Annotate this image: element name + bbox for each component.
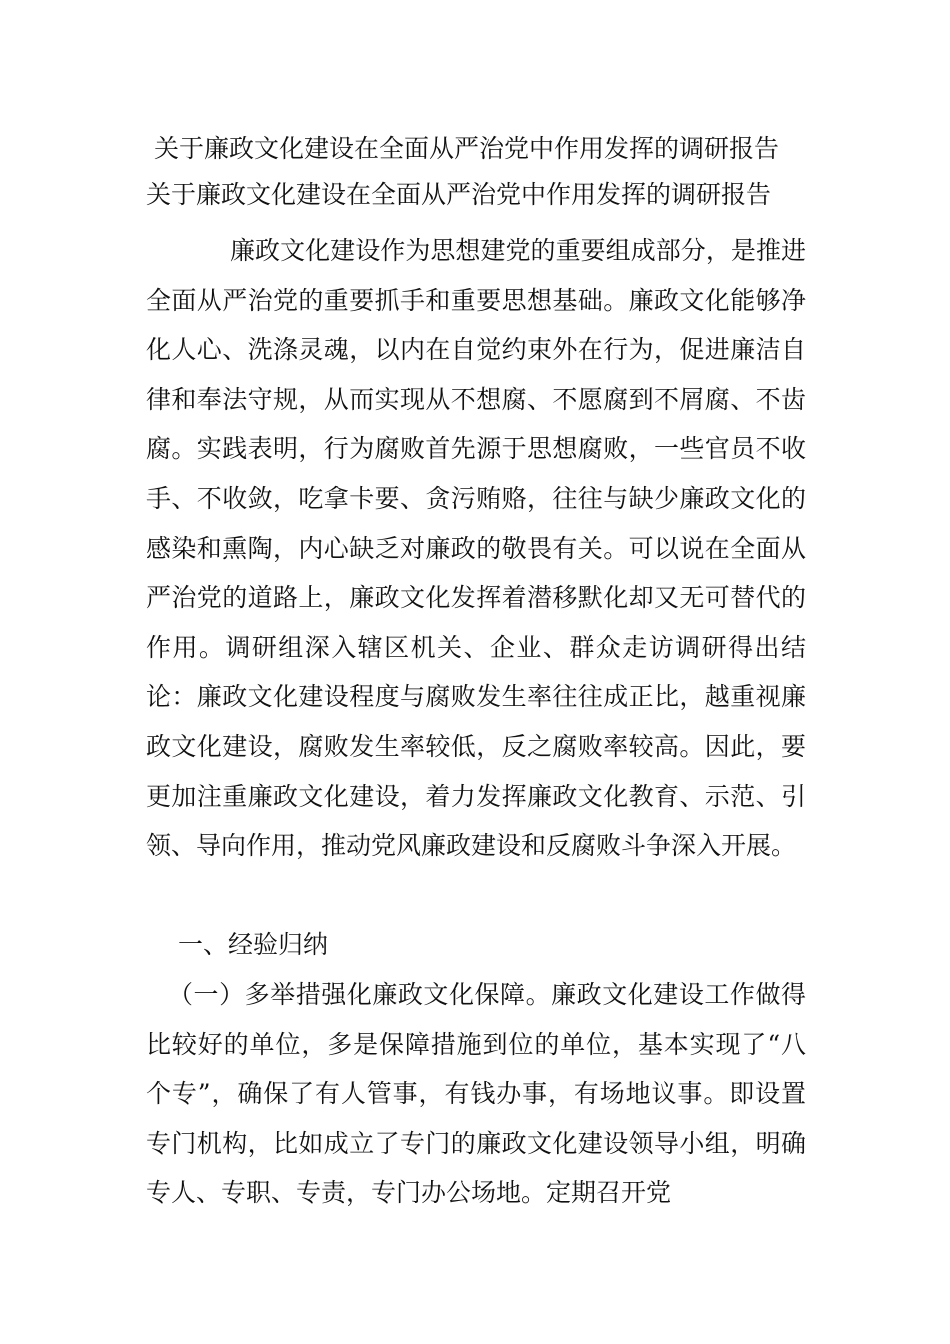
section-heading: 一、经验归纳	[178, 930, 329, 959]
document-title-repeat: 关于廉政文化建设在全面从严治党中作用发挥的调研报告	[146, 180, 772, 209]
intro-paragraph: 廉政文化建设作为思想建党的重要组成部分，是推进全面从严治党的重要抓手和重要思想基础。廉政文化能够净化人心、洗涤灵魂，以内在自觉约束外在行为，促进廉洁自律和奉法守规，从而实现从不想腐、不愿腐到不屑腐、不齿腐。实践表明，行为腐败首先源于思想腐败，一些官员不收手、不收敛，吃拿卡要、贪污贿赂，往往与缺少廉政文化的感染和熏陶，内心缺乏对廉政的敬畏有关。可以说在全面从严治党的道路上，廉政文化发挥着潜移默化却又无可替代的作用。调研组深入辖区机关、企业、群众走访调研得出结论：廉政文化建设程度与腐败发生率往往成正比，越重视廉政文化建设，腐败发生率较低，反之腐败率较高。因此，要更加注重廉政文化建设，着力发挥廉政文化教育、示范、引领、导向作用，推动党风廉政建设和反腐败斗争深入开展。	[146, 236, 806, 861]
document-title: 关于廉政文化建设在全面从严治党中作用发挥的调研报告	[154, 134, 780, 163]
section-paragraph: （一）多举措强化廉政文化保障。廉政文化建设工作做得比较好的单位，多是保障措施到位的单位，基本实现了“八个专”，确保了有人管事，有钱办事，有场地议事。即设置专门机构，比如成立了专门的廉政文化建设领导小组，明确专人、专职、专责，专门办公场地。定期召开党	[146, 980, 806, 1208]
